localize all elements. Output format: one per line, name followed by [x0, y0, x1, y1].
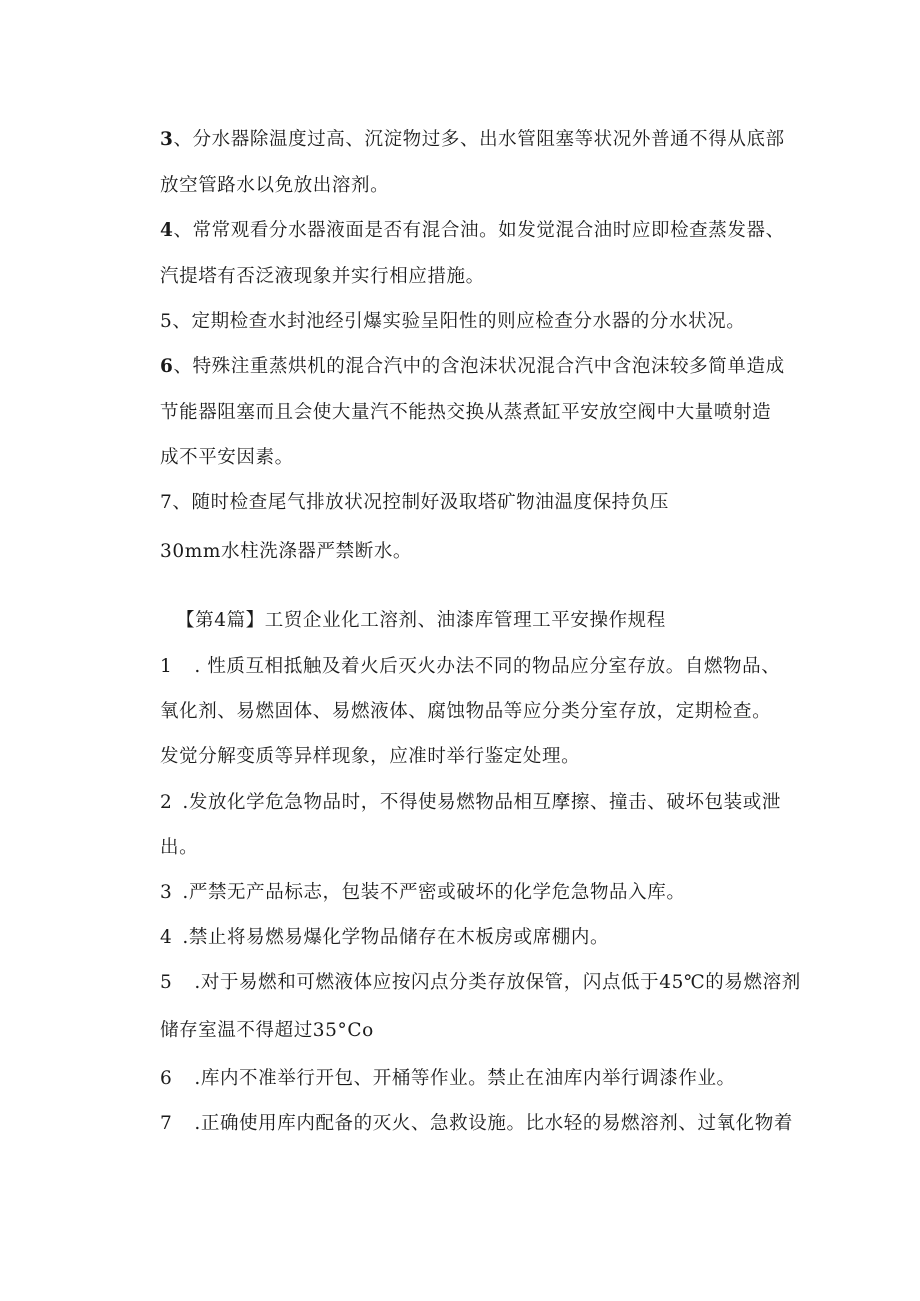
rule-1-text: . 性质互相抵触及着火后灭火办法不同的物品应分室存放。自燃物品、	[194, 656, 781, 677]
rule-1-line-1	[160, 654, 780, 680]
item-6-text: 、特殊注重蒸烘机的混合汽中的含泡沫状况混合汽中含泡沫较多简单造成	[173, 356, 785, 377]
item-7-line-1	[160, 490, 669, 516]
item-6-line-2: 节能器阻塞而且会使大量汽不能热交换从蒸煮缸平安放空阀中大量喷射造	[160, 402, 772, 423]
rule-2-text: .发放化学危急物品时，不得使易燃物品相互摩擦、撞击、破坏包装或泄	[182, 792, 781, 813]
item-6-number: 6	[160, 356, 174, 377]
rule-5-text: .对于易燃和可燃液体应按闪点分类存放保管，闪点低于45℃的易燃溶剂	[194, 972, 801, 993]
rule-5-number: 5	[160, 972, 173, 993]
rule-1-line-2: 氧化剂、易燃固体、易燃液体、腐蚀物品等应分类分室存放，定期检查。	[160, 701, 772, 722]
rule-6-text: .库内不准举行开包、开桶等作业。禁止在油库内举行调漆作业。	[194, 1068, 736, 1089]
rule-3-text: .严禁无产品标志，包装不严密或破坏的化学危急物品入库。	[182, 882, 686, 903]
section-4-heading: 【第4篇】工贸企业化工溶剂、油漆库管理工平安操作规程	[176, 610, 666, 631]
rule-2-line-2: 出。	[160, 837, 199, 858]
rule-6-line-1	[160, 1066, 736, 1092]
rule-4-number: 4	[160, 927, 173, 948]
rule-3-number: 3	[160, 882, 173, 903]
rule-3-line-1	[160, 880, 685, 906]
rule-4-text: .禁止将易燃易爆化学物品储存在木板房或席棚内。	[182, 927, 610, 948]
item-4-line-2: 汽提塔有否泛液现象并实行相应措施。	[160, 266, 485, 287]
item-4-number: 4	[160, 220, 174, 241]
item-7-line-2: 30mm水柱洗涤器严禁断水。	[160, 541, 413, 562]
item-7-text: 、随时检查尾气排放状况控制好汲取塔矿物油温度保持负压	[172, 492, 669, 513]
rule-1-number: 1	[160, 656, 173, 677]
rule-5-line-1	[160, 970, 801, 996]
rule-5-line-2: 储存室温不得超过35°Co	[160, 1020, 374, 1041]
item-5-text: 、定期检查水封池经引爆实验呈阳性的则应检查分水器的分水状况。	[172, 311, 746, 332]
rule-1-line-3: 发觉分解变质等异样现象，应准时举行鉴定处理。	[160, 746, 581, 767]
rule-2-line-1	[160, 790, 781, 816]
item-6-line-3: 成不平安因素。	[160, 447, 294, 468]
item-7-number: 7	[160, 492, 173, 513]
item-5-number: 5	[160, 311, 173, 332]
item-3-number: 3	[160, 129, 174, 150]
rule-7-number: 7	[160, 1113, 173, 1134]
rule-7-line-1	[160, 1111, 793, 1137]
item-3-text: 、分水器除温度过高、沉淀物过多、出水管阻塞等状况外普通不得从底部	[173, 129, 785, 150]
item-3-line-2: 放空管路水以免放出溶剂。	[160, 175, 390, 196]
rule-4-line-1	[160, 925, 609, 951]
item-3-line-1	[160, 127, 785, 153]
rule-6-number: 6	[160, 1068, 173, 1089]
item-6-line-1	[160, 354, 785, 380]
item-4-line-1	[160, 218, 785, 244]
item-5-line-1	[160, 309, 745, 335]
item-4-text: 、常常观看分水器液面是否有混合油。如发觉混合油时应即检查蒸发器、	[173, 220, 785, 241]
rule-2-number: 2	[160, 792, 173, 813]
rule-7-text: .正确使用库内配备的灭火、急救设施。比水轻的易燃溶剂、过氧化物着	[194, 1113, 793, 1134]
